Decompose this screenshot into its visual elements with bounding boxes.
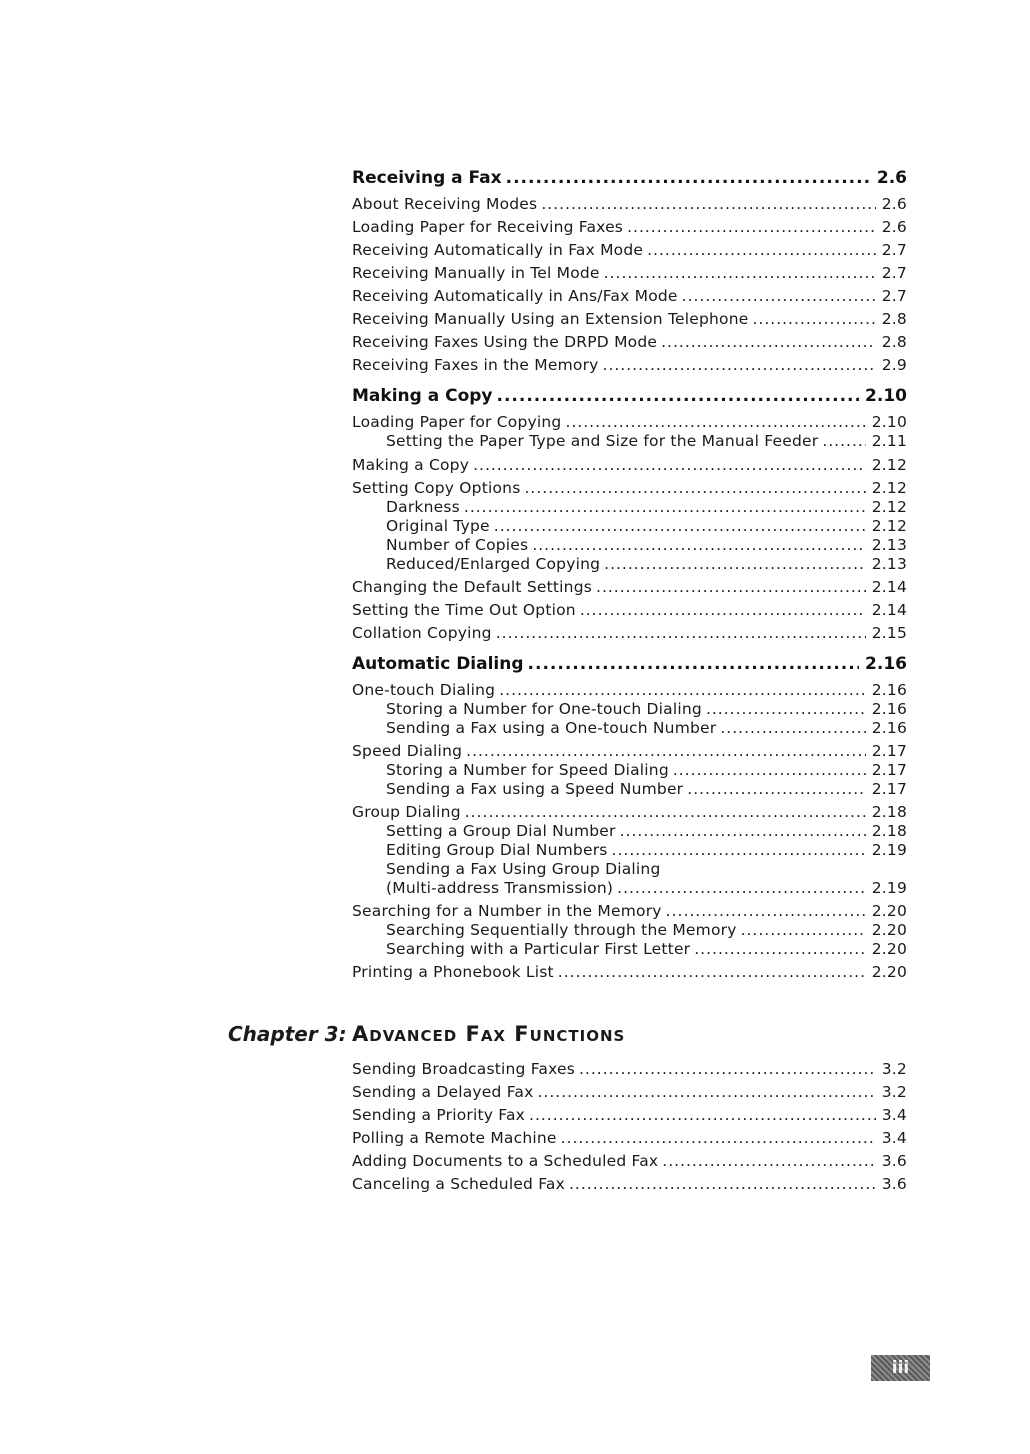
toc-entry[interactable]: Setting the Time Out Option ..... 2.14 [352,601,907,619]
toc-entry[interactable]: Searching for a Number in the Memory ..... 2.20 [352,902,907,920]
section-heading-automatic-dialing[interactable]: Automatic Dialing ..... 2.16 [352,654,907,674]
toc-subentry-line1[interactable]: Sending a Fax Using Group Dialing [386,860,661,878]
toc-entry[interactable]: Printing a Phonebook List ..... 2.20 [352,963,907,981]
toc-entry[interactable]: Loading Paper for Receiving Faxes ..... 2.6 [352,218,907,236]
toc-subentry[interactable]: Setting the Paper Type and Size for the Manual Feeder ..... 2.11 [352,432,907,450]
toc-entry[interactable]: Speed Dialing ..... 2.17 [352,742,907,760]
toc-subentry[interactable]: Storing a Number for One-touch Dialing ..... 2.16 [352,700,907,718]
toc-subentry[interactable]: Searching Sequentially through the Memory ..... 2.20 [352,921,907,939]
toc-entry[interactable]: Sending a Delayed Fax ..... 3.2 [352,1083,907,1101]
toc-entry[interactable]: Group Dialing ..... 2.18 [352,803,907,821]
toc-entry[interactable]: Receiving Manually Using an Extension Telephone ..... 2.8 [352,310,907,328]
toc-subentry[interactable]: Number of Copies ..... 2.13 [352,536,907,554]
chapter-3-heading[interactable] [228,1022,625,1046]
toc-entry[interactable]: Receiving Automatically in Fax Mode ..... 2.7 [352,241,907,259]
toc-subentry[interactable]: (Multi-address Transmission) ..... 2.19 [352,879,907,897]
toc-subentry[interactable]: Setting a Group Dial Number ..... 2.18 [352,822,907,840]
page-number-badge: iii [871,1355,930,1381]
toc-subentry[interactable]: Editing Group Dial Numbers ..... 2.19 [352,841,907,859]
toc-entry[interactable]: Polling a Remote Machine ..... 3.4 [352,1129,907,1147]
toc-subentry[interactable]: Sending a Fax using a One-touch Number ..... 2.16 [352,719,907,737]
toc-entry[interactable]: Sending Broadcasting Faxes ..... 3.2 [352,1060,907,1078]
toc-subentry[interactable]: Sending a Fax using a Speed Number ..... 2.17 [352,780,907,798]
toc-entry[interactable]: Making a Copy ..... 2.12 [352,456,907,474]
toc-entry[interactable]: Sending a Priority Fax ..... 3.4 [352,1106,907,1124]
toc-entry[interactable]: Adding Documents to a Scheduled Fax ..... 3.6 [352,1152,907,1170]
toc-entry[interactable]: Loading Paper for Copying ..... 2.10 [352,413,907,431]
toc-entry[interactable]: About Receiving Modes ..... 2.6 [352,195,907,213]
toc-entry[interactable]: Receiving Faxes Using the DRPD Mode ..... 2.8 [352,333,907,351]
toc-entry[interactable]: Receiving Faxes in the Memory ..... 2.9 [352,356,907,374]
toc-subentry[interactable]: Searching with a Particular First Letter ..... 2.20 [352,940,907,958]
chapter-label: Chapter 3: [228,1022,347,1046]
toc-subentry[interactable]: Storing a Number for Speed Dialing ..... 2.17 [352,761,907,779]
toc-entry[interactable]: Canceling a Scheduled Fax ..... 3.6 [352,1175,907,1193]
toc-entry[interactable]: Changing the Default Settings ..... 2.14 [352,578,907,596]
toc-entry[interactable]: Receiving Automatically in Ans/Fax Mode ..... 2.7 [352,287,907,305]
toc-subentry[interactable]: Reduced/Enlarged Copying ..... 2.13 [352,555,907,573]
section-heading-making-copy[interactable]: Making a Copy ..... 2.10 [352,386,907,406]
chapter-title: Advanced Fax Functions [352,1022,626,1046]
section-heading-receiving-fax[interactable]: Receiving a Fax ..... 2.6 [352,168,907,188]
toc-entry[interactable]: One-touch Dialing ..... 2.16 [352,681,907,699]
toc-subentry[interactable]: Original Type ..... 2.12 [352,517,907,535]
toc-entry[interactable]: Receiving Manually in Tel Mode ..... 2.7 [352,264,907,282]
toc-subentry[interactable]: Darkness ..... 2.12 [352,498,907,516]
toc-entry[interactable]: Setting Copy Options ..... 2.12 [352,479,907,497]
toc-entry[interactable]: Collation Copying ..... 2.15 [352,624,907,642]
